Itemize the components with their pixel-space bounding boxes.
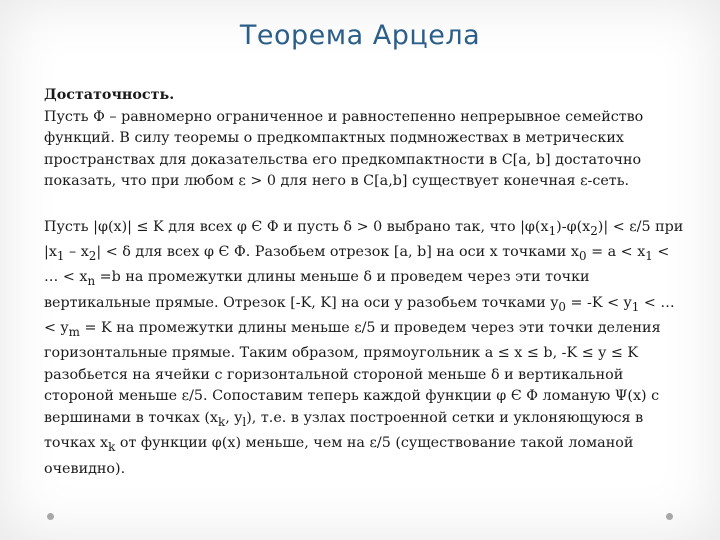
paragraph-2	[44, 217, 684, 481]
decorative-dot-left	[47, 513, 54, 520]
subscript: 0	[558, 299, 566, 314]
subscript: 0	[578, 248, 587, 263]
slide-body	[44, 85, 684, 480]
subscript: n	[87, 274, 96, 289]
text-run: ), т.е. в узлах построенной сетки и уклоняющуюся в точках x	[44, 409, 644, 452]
text-run: | < δ для всех φ Є Φ. Разобьем отрезок [a, b] на оси x точками x	[96, 243, 579, 260]
subscript: k	[108, 440, 116, 455]
slide-title: Теорема Арцела	[239, 20, 481, 51]
text-run: от функции φ(x) меньше, чем на ε/5 (существование такой ломаной очевидно).	[44, 435, 634, 477]
text-run: = -K < y	[565, 294, 632, 311]
subscript: 1	[631, 299, 640, 314]
subscript: m	[68, 324, 80, 339]
text-run: = K на промежутки длины меньше ε/5 и проведем через эти точки деления горизонтальные прямые. Таким образом, прямоугольник a ≤ x ≤ b, -K ≤ y ≤ K разобьется на ячейки с горизонтальной стороной меньше δ и вертикальной стороной меньше ε/5. Сопоставим теперь каждой функции φ Є Φ ломаную Ψ(x) с вершинами в точках (x	[44, 319, 661, 426]
text-run: < … < y	[44, 294, 675, 336]
paragraph-1: Пусть Φ – равномерно ограниченное и равностепенно непрерывное семейство функций. В силу теоремы о предкомпактных подмножествах в метрических пространствах для доказательства его предкомпактности в C[a, b] достаточно показать, что при любом ε > 0 для него в C[a,b] существует конечная ε-сеть.	[44, 108, 644, 189]
text-run: =b на промежутки длины меньше δ и проведем через эти точки вертикальные прямые. Отрезок [-K, K] на оси y разобьем точками y	[44, 269, 590, 311]
subscript: l	[242, 414, 247, 429]
text-run: )| < ε/5 при |x	[44, 218, 684, 260]
subscript: 1	[56, 248, 65, 263]
text-run: – x	[64, 243, 89, 260]
text-run: < … < x	[44, 243, 670, 286]
subscript: 1	[548, 223, 557, 238]
section-heading: Достаточность.	[44, 87, 175, 103]
decorative-dot-right	[666, 513, 673, 520]
text-run: = a < x	[586, 243, 646, 260]
text-run: )-φ(x	[556, 218, 591, 235]
subscript: 2	[88, 248, 97, 263]
text-run: , y	[225, 409, 243, 426]
subscript: 2	[590, 223, 598, 238]
subscript: k	[218, 414, 226, 429]
paragraph-gap	[44, 193, 684, 217]
subscript: 1	[645, 248, 653, 263]
text-run: Пусть |φ(x)| ≤ K для всех φ Є Φ и пусть δ > 0 выбрано так, что |φ(x	[44, 218, 549, 235]
